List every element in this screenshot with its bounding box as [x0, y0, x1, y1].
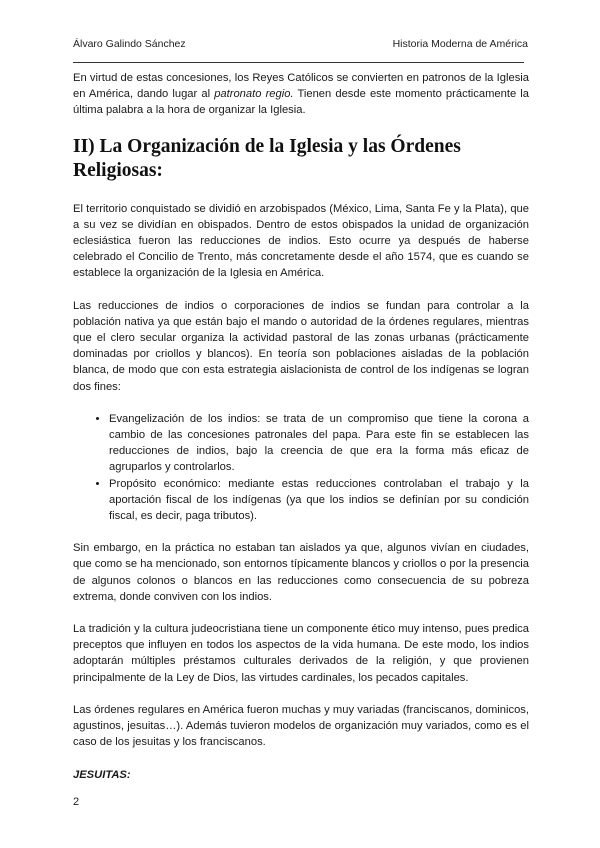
bullet-item-2: • Propósito económico: mediante estas reducciones controlaban el trabajo y la aportación fiscal de los indígenas (ya que los indios se definían por su condición fiscal, es decir, paga tributos).	[109, 476, 529, 525]
bullet-item-1: • Evangelización de los indios: se trata de un compromiso que tiene la corona a cambio de las concesiones patronales del papa. Para este fin se establecen las reducciones de indios, bajo la creencia de que era la forma más eficaz de agruparlos y controlarlos.	[109, 411, 529, 476]
page-number: 2	[73, 796, 80, 808]
bullet-list	[73, 411, 529, 524]
paragraph-3: Sin embargo, en la práctica no estaban tan aislados ya que, algunos vivían en ciudades, que como se ha mencionado, son entornos típicamente blancos y criollos o por la presencia de algunos colonos o blancos en las reducciones como consecuencia de su pobreza extrema, donde conviven con los indios.	[73, 542, 529, 603]
paragraph-1: El territorio conquistado se dividió en arzobispados (México, Lima, Santa Fe y la Plata), que a su vez se dividían en obispados. Dentro de estos obispados la unidad de organización eclesiástica fueron las reducciones de indios. Esto ocurre ya después de haberse celebrado el Concilio de Trento, más concretamente desde el año 1574, que es cuando se establece la organización de la Iglesia en América.	[73, 202, 529, 280]
paragraph-2: Las reducciones de indios o corporaciones de indios se fundan para controlar a la población nativa ya que están bajo el mando o autoridad de la órdenes regulares, mientras que el clero secular organiza la actividad pastoral de las zonas urbanas (prácticamente dominadas por criollos y blancos). En teoría son poblaciones aisladas de la población blanca, de modo que con esta estrategia aislacionista de control de los indígenas se logran dos fines:	[73, 299, 529, 393]
page-body	[73, 70, 529, 783]
intro-paragraph	[73, 70, 529, 119]
header-rule	[73, 62, 524, 63]
paragraph-4: La tradición y la cultura judeocristiana tiene un componente ético muy intenso, pues predica preceptos que influyen en todos los aspectos de la vida humana. De este modo, los indios adoptarán múltiples préstamos culturales derivados de la religión, y que provienen principalmente de la Ley de Dios, las virtudes cardinales, los pecados capitales.	[73, 623, 529, 684]
intro-text-before: En virtud de estas concesiones, los Reyes Católicos se convierten en patronos de la Iglesia en América, dando lugar al	[73, 72, 529, 101]
paragraph-5: Las órdenes regulares en América fueron muchas y muy variadas (franciscanos, dominicos, agustinos, jesuitas…). Además tuvieron modelos de organización muy variados, como es el caso de los jesuitas y los franciscanos.	[73, 703, 529, 749]
section-title: II) La Organización de la Iglesia y las Órdenes Religiosas:	[73, 135, 461, 181]
intro-emphasis: patronato regio.	[214, 88, 294, 101]
intro-text-after: Tienen desde este momento prácticamente la última palabra a la hora de organizar la Iglesia.	[73, 88, 530, 117]
subsection-label: JESUITAS:	[73, 768, 131, 781]
header-course: Historia Moderna de América	[392, 38, 528, 50]
header-author: Álvaro Galindo Sánchez	[73, 38, 186, 50]
